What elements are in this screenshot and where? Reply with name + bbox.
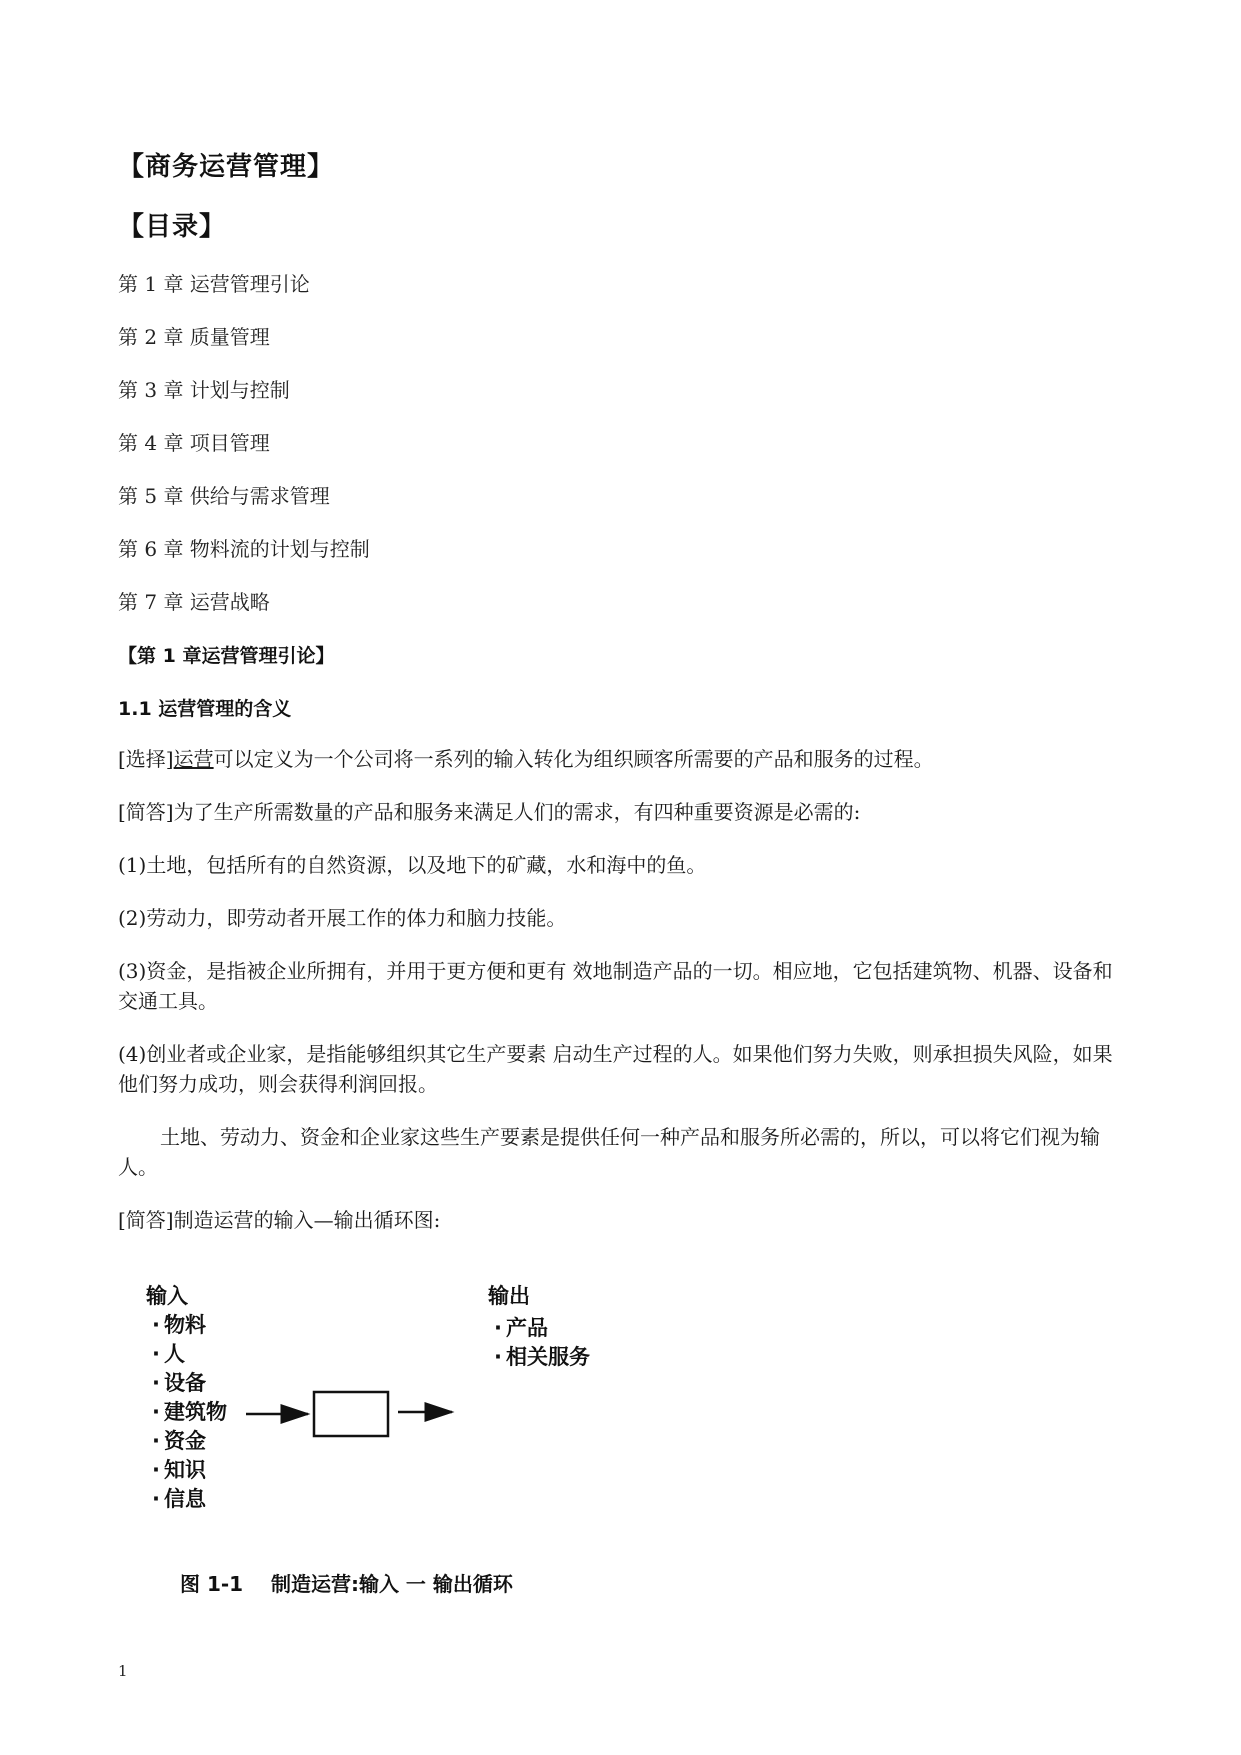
toc-item-chapter-7: 第 7 章 运营战略 <box>118 590 270 614</box>
document-title: 【商务运营管理】 <box>118 152 335 182</box>
diagram-input-title: 输入 <box>146 1284 188 1308</box>
page-number: 1 <box>118 1662 128 1680</box>
toc-item-chapter-3: 第 3 章 计划与控制 <box>118 378 290 402</box>
diagram-input-item: · 建筑物 <box>152 1400 227 1424</box>
diagram-input-item: · 设备 <box>152 1371 206 1395</box>
diagram-input-list <box>152 1311 227 1514</box>
toc-item-chapter-4: 第 4 章 项目管理 <box>118 431 270 455</box>
paragraph-labor: (2)劳动力，即劳动者开展工作的体力和脑力技能。 <box>118 906 567 930</box>
paragraph-definition <box>118 744 1118 774</box>
paragraph-factors-summary: 土地、劳动力、资金和企业家这些生产要素是提供任何一种产品和服务所必需的，所以，可以将它们视为输人。 <box>118 1125 1100 1179</box>
toc-heading: 【目录】 <box>118 212 227 242</box>
paragraph-prefix: [选择] <box>118 747 174 771</box>
toc-item-chapter-5: 第 5 章 供给与需求管理 <box>118 484 330 508</box>
key-term: 运营 <box>173 747 214 771</box>
process-box <box>314 1392 388 1436</box>
diagram-input-item: · 人 <box>152 1342 185 1366</box>
toc-item-chapter-6: 第 6 章 物料流的计划与控制 <box>118 537 370 561</box>
diagram-output-title: 输出 <box>488 1284 530 1308</box>
toc-item-chapter-2: 第 2 章 质量管理 <box>118 325 270 349</box>
diagram-output-item: · 相关服务 <box>494 1345 590 1369</box>
paragraph-land: (1)土地，包括所有的自然资源，以及地下的矿藏，水和海中的鱼。 <box>118 853 707 877</box>
paragraph-resources-intro: [简答]为了生产所需数量的产品和服务来满足人们的需求，有四种重要资源是必需的: <box>118 800 861 824</box>
diagram-flow <box>240 1370 470 1460</box>
diagram-input-item: · 资金 <box>152 1429 206 1453</box>
diagram-input-item: · 信息 <box>152 1487 206 1511</box>
paragraph-body: 可以定义为一个公司将一系列的输入转化为组织顾客所需要的产品和服务的过程。 <box>213 747 934 771</box>
section-heading: 1.1 运营管理的含义 <box>118 698 292 720</box>
toc-item-chapter-1: 第 1 章 运营管理引论 <box>118 272 310 296</box>
paragraph-capital: (3)资金，是指被企业所拥有，并用于更方便和更有 效地制造产品的一切。相应地，它包括建筑物、机器、设备和交通工具。 <box>118 959 1113 1013</box>
diagram-input-item: · 知识 <box>152 1458 206 1482</box>
diagram-output-item: · 产品 <box>494 1316 548 1340</box>
paragraph-entrepreneur: (4)创业者或企业家，是指能够组织其它生产要素 启动生产过程的人。如果他们努力失败，则承担损失风险，如果他们努力成功，则会获得利润回报。 <box>118 1042 1113 1096</box>
figure-caption: 图 1-1 制造运营:输入 一 输出循环 <box>180 1572 513 1596</box>
paragraph-diagram-intro: [简答]制造运营的输入—输出循环图: <box>118 1208 441 1232</box>
diagram-output-list <box>494 1314 590 1372</box>
chapter-heading: 【第 1 章运营管理引论】 <box>118 645 335 667</box>
diagram-input-item: · 物料 <box>152 1313 206 1337</box>
